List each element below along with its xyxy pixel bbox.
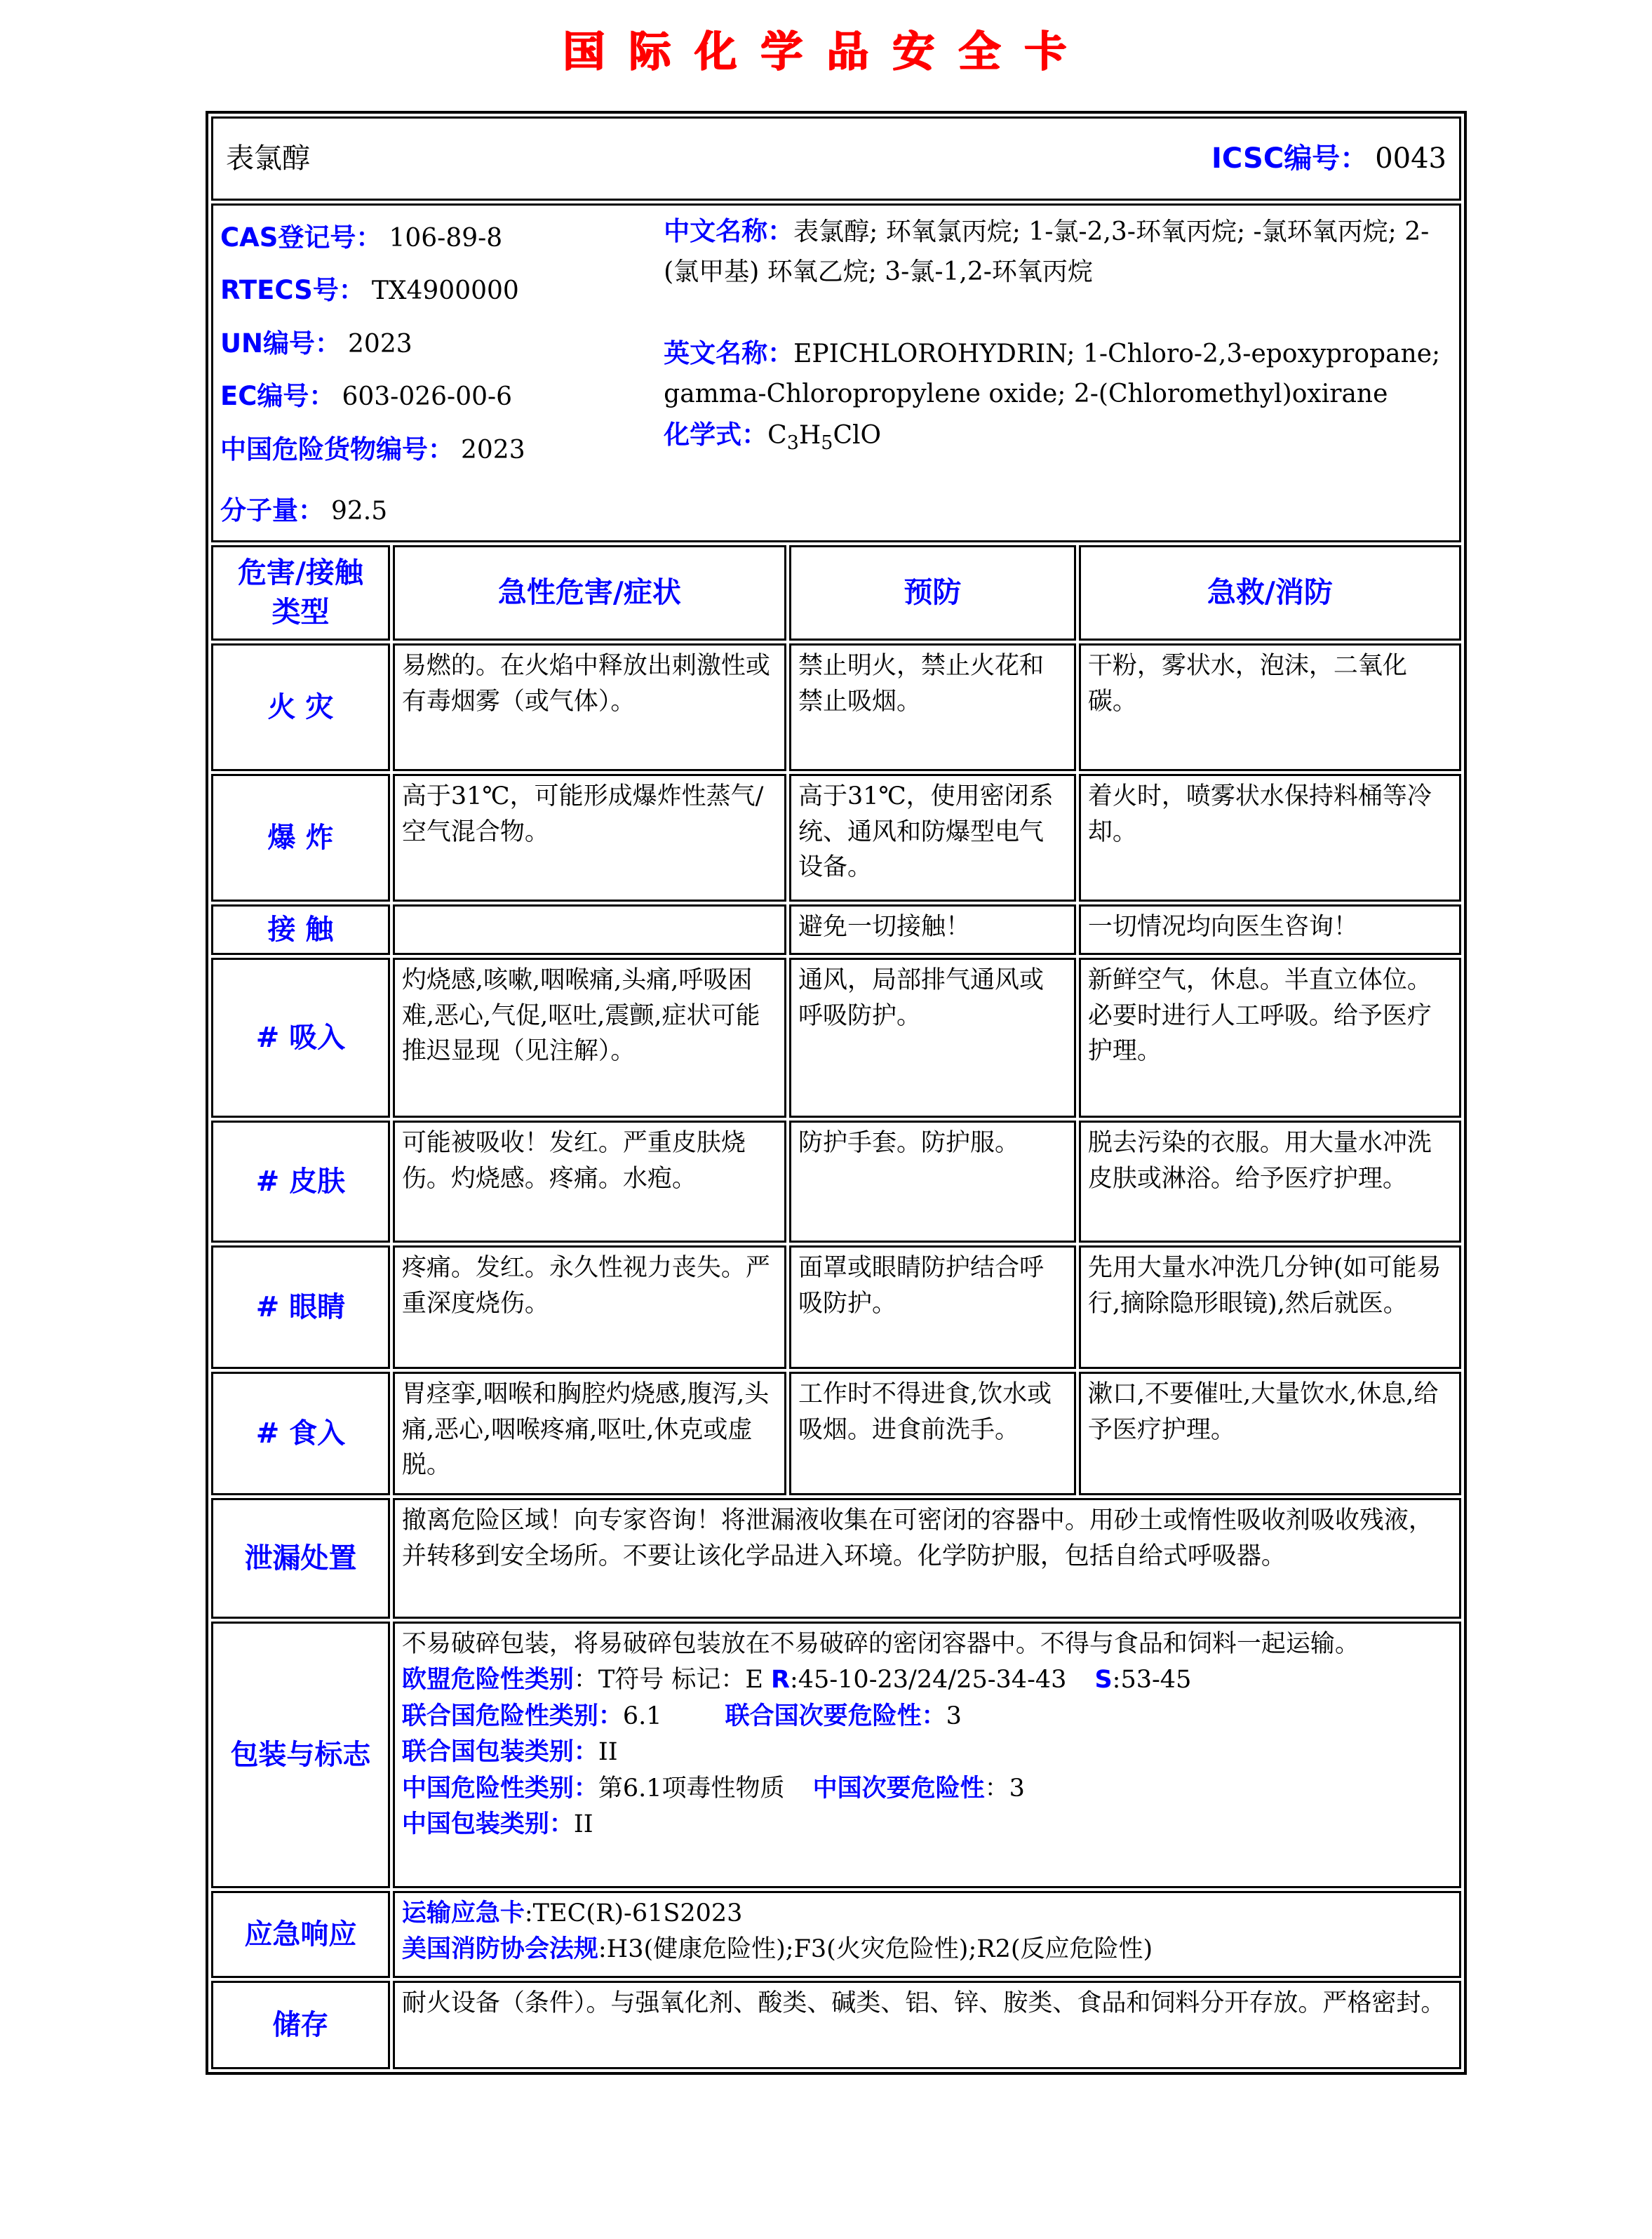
un-hazard-class-line (402, 1699, 1452, 1735)
fire-prevention: 禁止明火，禁止火花和禁止吸烟。 (789, 643, 1076, 771)
un-hazard-class-value: 6.1 (622, 1702, 662, 1730)
storage-row (211, 1981, 1461, 2069)
hazard-type-header-line1: 危害/接触 (237, 556, 363, 590)
rtecs-number-label: RTECS号： (220, 275, 365, 306)
exposure-prevention: 避免一切接触！ (789, 904, 1076, 955)
rtecs-number-value: TX4900000 (371, 276, 519, 306)
molecular-weight-value: 92.5 (331, 497, 388, 526)
explosion-response: 着火时，喷雾状水保持料桶等冷却。 (1079, 774, 1461, 902)
response-header-cell (1079, 545, 1461, 641)
china-packing-group-label: 中国包装类别： (401, 1810, 574, 1838)
skin-label: # 皮肤 (211, 1121, 390, 1243)
eyes-symptoms: 疼痛。发红。永久性视力丧失。严重深度烧伤。 (393, 1245, 786, 1369)
english-names-value: EPICHLOROHYDRIN; 1-Chloro-2,3-epoxypropane; gamma-Chloropropylene oxide; 2-(Chloromethyl)oxirane (664, 339, 1441, 408)
chemical-names-block (664, 208, 1452, 537)
prevention-header-cell (789, 545, 1076, 641)
inhalation-symptoms: 灼烧感,咳嗽,咽喉痛,头痛,呼吸困难,恶心,气促,呕吐,震颤,症状可能推迟显现（见注解）。 (393, 958, 786, 1118)
ec-number-value: 603-026-00-6 (342, 382, 513, 412)
ingestion-prevention: 工作时不得进食,饮水或吸烟。进食前洗手。 (789, 1372, 1076, 1495)
eu-hazard-class-line (402, 1662, 1452, 1698)
hazard-type-header-cell (211, 545, 390, 641)
chemical-formula-label: 化学式： (664, 419, 768, 450)
chinese-names-value: 表氯醇; 环氧氯丙烷; 1-氯-2,3-环氧丙烷; -氯环氧丙烷; 2-(氯甲基) 环氧乙烷; 3-氯-1,2-环氧丙烷 (664, 218, 1430, 286)
eu-r-phrase-value: :45-10-23/24/25-34-43 (790, 1666, 1067, 1695)
chemical-name: 表氯醇 (226, 142, 310, 175)
name-row (211, 116, 1461, 201)
hazard-header-row (211, 545, 1461, 641)
china-dg-number-label: 中国危险货物编号： (220, 434, 454, 464)
hazard-row-eyes (211, 1245, 1461, 1369)
eu-s-phrase-label: S (1094, 1666, 1113, 1695)
page-title: 国际化学品安全卡 (562, 27, 1090, 76)
ingestion-symptoms: 胃痉挛,咽喉和胸腔灼烧感,腹泻,头痛,恶心,咽喉疼痛,呕吐,休克或虚脱。 (393, 1372, 786, 1495)
china-hazard-class-value: 第6.1项毒性物质 (598, 1774, 785, 1803)
hazard-type-header-line2: 类型 (271, 594, 330, 629)
transport-emergency-card-value: :TEC(R)-61S2023 (524, 1899, 743, 1927)
china-subsidiary-risk-sep: ： (984, 1774, 1009, 1803)
nfpa-code-value: :H3(健康危险性);F3(火灾危险性);R2(反应危险性) (598, 1935, 1153, 1964)
cas-number-label: CAS登记号： (220, 222, 382, 253)
hazard-row-exposure (211, 904, 1461, 955)
ec-number-label: EC编号： (220, 381, 335, 412)
hazard-row-fire (211, 643, 1461, 771)
symptoms-header-cell (393, 545, 786, 641)
china-hazard-class-label: 中国危险性类别： (401, 1774, 598, 1803)
prevention-header-label: 预防 (904, 575, 962, 609)
eyes-response: 先用大量水冲洗几分钟(如可能易行,摘除隐形眼镜),然后就医。 (1079, 1245, 1461, 1369)
ingestion-response: 漱口,不要催吐,大量饮水,休息,给予医疗护理。 (1079, 1372, 1461, 1495)
eu-s-phrase-value: :53-45 (1112, 1666, 1192, 1695)
hazard-row-skin (211, 1121, 1461, 1243)
un-subsidiary-risk-value: 3 (946, 1702, 962, 1730)
ingestion-label: # 食入 (211, 1372, 390, 1495)
identification-cell (211, 203, 1461, 542)
response-header-label: 急救/消防 (1207, 575, 1333, 609)
molecular-weight-label: 分子量： (220, 495, 324, 526)
hazard-row-explosion (211, 774, 1461, 902)
nfpa-code-line (402, 1932, 1452, 1967)
packaging-labelling-label: 包装与标志 (211, 1622, 390, 1888)
nfpa-code-label: 美国消防协会法规 (401, 1935, 598, 1964)
chemical-formula-value: $C_3H_5ClO$ (767, 420, 882, 454)
icsc-number (1211, 138, 1446, 179)
english-names-line (664, 333, 1452, 415)
exposure-response: 一切情况均向医生咨询！ (1079, 904, 1461, 955)
transport-emergency-card-label: 运输应急卡 (401, 1899, 525, 1927)
inhalation-response: 新鲜空气，休息。半直立体位。必要时进行人工呼吸。给予医疗护理。 (1079, 958, 1461, 1118)
inhalation-prevention: 通风，局部排气通风或呼吸防护。 (789, 958, 1076, 1118)
storage-content: 耐火设备（条件）。与强氧化剂、酸类、碱类、铝、锌、胺类、食品和饲料分开存放。严格密封。 (393, 1981, 1461, 2069)
emergency-response-label: 应急响应 (211, 1891, 390, 1978)
emergency-response-content (393, 1891, 1461, 1978)
emergency-response-row (211, 1891, 1461, 1978)
china-subsidiary-risk-label: 中国次要危险性 (812, 1774, 985, 1803)
identifier-list (220, 208, 664, 537)
eyes-prevention: 面罩或眼睛防护结合呼吸防护。 (789, 1245, 1076, 1369)
icsc-number-value: 0043 (1375, 142, 1446, 175)
un-subsidiary-risk-label: 联合国次要危险性： (725, 1702, 946, 1730)
un-number-label: UN编号： (220, 328, 342, 359)
skin-symptoms: 可能被吸收！发红。严重皮肤烧伤。灼烧感。疼痛。水疱。 (393, 1121, 786, 1243)
name-cell (211, 116, 1461, 201)
english-names-label: 英文名称： (664, 337, 794, 368)
fire-symptoms: 易燃的。在火焰中释放出刺激性或有毒烟雾（或气体）。 (393, 643, 786, 771)
identification-row (211, 203, 1461, 542)
icsc-number-label: ICSC编号： (1211, 142, 1369, 175)
chinese-names-label: 中文名称： (664, 216, 794, 246)
spill-disposal-label: 泄漏处置 (211, 1498, 390, 1619)
chemical-formula-line (664, 415, 1452, 456)
china-packing-group-line (402, 1807, 1452, 1843)
un-number-value: 2023 (348, 329, 412, 359)
explosion-label: 爆 炸 (211, 774, 390, 902)
china-packing-group-value: II (573, 1810, 593, 1838)
china-dg-number-value: 2023 (461, 435, 525, 464)
cas-number-value: 106-89-8 (389, 224, 503, 253)
packaging-labelling-content (393, 1622, 1461, 1888)
molecular-weight-line (220, 484, 664, 537)
eu-hazard-class-label: 欧盟危险性类别 (401, 1666, 574, 1695)
fire-label: 火 灾 (211, 643, 390, 771)
china-subsidiary-risk-value: 3 (1009, 1774, 1025, 1803)
icsc-card-table (206, 111, 1467, 2075)
un-packing-group-label: 联合国包装类别： (401, 1738, 598, 1767)
symptoms-header-label: 急性危害/症状 (497, 575, 681, 609)
skin-prevention: 防护手套。防护服。 (789, 1121, 1076, 1243)
rtecs-number-line (220, 264, 664, 316)
spill-disposal-content: 撤离危险区域！向专家咨询！将泄漏液收集在可密闭的容器中。用砂土或惰性吸收剂吸收残液，并转移到安全场所。不要让该化学品进入环境。化学防护服，包括自给式呼吸器。 (393, 1498, 1461, 1619)
china-dg-number-line (220, 423, 664, 476)
un-packing-group-value: II (598, 1738, 618, 1767)
explosion-prevention: 高于31℃，使用密闭系统、通风和防爆型电气设备。 (789, 774, 1076, 902)
hazard-row-inhalation (211, 958, 1461, 1118)
china-hazard-class-line (402, 1771, 1452, 1807)
fire-response: 干粉，雾状水，泡沫，二氧化碳。 (1079, 643, 1461, 771)
eu-hazard-class-value: ：T符号 标记：E (573, 1666, 772, 1695)
un-hazard-class-label: 联合国危险性类别： (401, 1702, 623, 1730)
un-packing-group-line (402, 1735, 1452, 1770)
exposure-symptoms (393, 904, 786, 955)
hazard-row-ingestion (211, 1372, 1461, 1495)
skin-response: 脱去污染的衣服。用大量水冲洗皮肤或淋浴。给予医疗护理。 (1079, 1121, 1461, 1243)
ec-number-line (220, 370, 664, 422)
eyes-label: # 眼睛 (211, 1245, 390, 1369)
spill-disposal-row (211, 1498, 1461, 1619)
explosion-symptoms: 高于31℃，可能形成爆炸性蒸气/空气混合物。 (393, 774, 786, 902)
chinese-names-line (664, 211, 1452, 293)
eu-r-phrase-label: R (771, 1666, 790, 1695)
packaging-labelling-row (211, 1622, 1461, 1888)
inhalation-label: # 吸入 (211, 958, 390, 1118)
un-number-line (220, 317, 664, 370)
packaging-intro: 不易破碎包装，将易破碎包装放在不易破碎的密闭容器中。不得与食品和饲料一起运输。 (401, 1629, 1359, 1658)
storage-label: 储存 (211, 1981, 390, 2069)
transport-emergency-card-line (402, 1896, 1452, 1932)
exposure-label: 接 触 (211, 904, 390, 955)
cas-number-line (220, 211, 664, 264)
